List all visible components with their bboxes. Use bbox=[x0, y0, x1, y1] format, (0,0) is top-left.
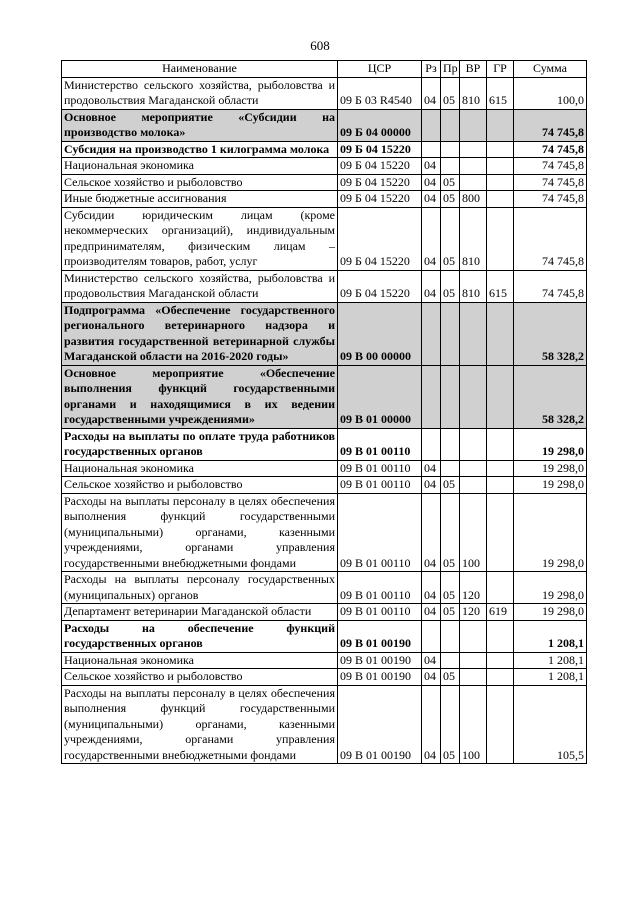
cell-rz: 04 bbox=[422, 685, 441, 764]
cell-csr: 09 В 01 00190 bbox=[338, 620, 422, 652]
cell-name: Расходы на выплаты по оплате труда работников государственных органов bbox=[62, 428, 338, 460]
cell-vr bbox=[460, 428, 487, 460]
cell-pr bbox=[441, 302, 460, 365]
cell-rz: 04 bbox=[422, 652, 441, 669]
cell-vr bbox=[460, 158, 487, 175]
cell-rz: 04 bbox=[422, 604, 441, 621]
cell-pr bbox=[441, 109, 460, 141]
cell-sum: 19 298,0 bbox=[514, 493, 587, 572]
cell-vr: 800 bbox=[460, 191, 487, 208]
table-row bbox=[62, 572, 587, 604]
table-row bbox=[62, 365, 587, 428]
header-pr: Пр bbox=[441, 61, 460, 78]
cell-sum: 74 745,8 bbox=[514, 158, 587, 175]
cell-pr: 05 bbox=[441, 207, 460, 270]
cell-gr bbox=[487, 158, 514, 175]
cell-vr: 100 bbox=[460, 493, 487, 572]
cell-rz: 04 bbox=[422, 174, 441, 191]
cell-gr bbox=[487, 685, 514, 764]
page-number: 608 bbox=[310, 38, 330, 53]
cell-pr: 05 bbox=[441, 191, 460, 208]
cell-vr bbox=[460, 477, 487, 494]
cell-gr: 615 bbox=[487, 270, 514, 302]
cell-sum: 1 208,1 bbox=[514, 669, 587, 686]
table-row bbox=[62, 109, 587, 141]
cell-vr bbox=[460, 669, 487, 686]
cell-csr: 09 В 01 00110 bbox=[338, 572, 422, 604]
cell-rz: 04 bbox=[422, 493, 441, 572]
cell-gr: 619 bbox=[487, 604, 514, 621]
cell-rz: 04 bbox=[422, 158, 441, 175]
cell-csr: 09 Б 04 15220 bbox=[338, 141, 422, 158]
cell-csr: 09 В 01 00110 bbox=[338, 604, 422, 621]
header-vr: ВР bbox=[460, 61, 487, 78]
table-row bbox=[62, 207, 587, 270]
table-row bbox=[62, 620, 587, 652]
cell-sum: 74 745,8 bbox=[514, 270, 587, 302]
header-rz: Рз bbox=[422, 61, 441, 78]
cell-csr: 09 Б 04 15220 bbox=[338, 158, 422, 175]
cell-pr: 05 bbox=[441, 270, 460, 302]
cell-vr bbox=[460, 141, 487, 158]
cell-vr bbox=[460, 460, 487, 477]
table-row bbox=[62, 158, 587, 175]
cell-sum: 19 298,0 bbox=[514, 460, 587, 477]
cell-rz: 04 bbox=[422, 477, 441, 494]
cell-csr: 09 В 01 00110 bbox=[338, 493, 422, 572]
cell-vr: 100 bbox=[460, 685, 487, 764]
cell-pr: 05 bbox=[441, 685, 460, 764]
cell-gr bbox=[487, 477, 514, 494]
cell-name: Расходы на обеспечение функций государственных органов bbox=[62, 620, 338, 652]
cell-vr: 120 bbox=[460, 604, 487, 621]
cell-pr bbox=[441, 620, 460, 652]
cell-name: Министерство сельского хозяйства, рыболовства и продовольствия Магаданской области bbox=[62, 270, 338, 302]
cell-rz bbox=[422, 620, 441, 652]
cell-pr: 05 bbox=[441, 572, 460, 604]
cell-sum: 74 745,8 bbox=[514, 191, 587, 208]
cell-pr bbox=[441, 652, 460, 669]
cell-gr bbox=[487, 141, 514, 158]
cell-name: Субсидия на производство 1 килограмма молока bbox=[62, 141, 338, 158]
table-row bbox=[62, 477, 587, 494]
cell-vr bbox=[460, 109, 487, 141]
cell-csr: 09 В 01 00190 bbox=[338, 669, 422, 686]
cell-vr bbox=[460, 652, 487, 669]
cell-vr bbox=[460, 365, 487, 428]
table-row bbox=[62, 141, 587, 158]
cell-name: Расходы на выплаты персоналу государственных (муниципальных) органов bbox=[62, 572, 338, 604]
cell-csr: 09 В 00 00000 bbox=[338, 302, 422, 365]
header-gr: ГР bbox=[487, 61, 514, 78]
cell-name: Подпрограмма «Обеспечение государственного регионального ветеринарного надзора и развития государственной ветеринарной службы Магаданской области на 2016-2020 годы» bbox=[62, 302, 338, 365]
cell-gr bbox=[487, 191, 514, 208]
table-row bbox=[62, 302, 587, 365]
cell-csr: 09 Б 04 15220 bbox=[338, 191, 422, 208]
table-row bbox=[62, 460, 587, 477]
cell-rz bbox=[422, 109, 441, 141]
cell-pr: 05 bbox=[441, 604, 460, 621]
cell-sum: 100,0 bbox=[514, 77, 587, 109]
cell-rz: 04 bbox=[422, 191, 441, 208]
cell-pr: 05 bbox=[441, 174, 460, 191]
cell-sum: 19 298,0 bbox=[514, 604, 587, 621]
cell-pr: 05 bbox=[441, 493, 460, 572]
cell-name: Субсидии юридическим лицам (кроме некоммерческих организаций), индивидуальным предпринимателям, физическим лицам – производителям товаров, работ, услуг bbox=[62, 207, 338, 270]
cell-name: Расходы на выплаты персоналу в целях обеспечения выполнения функций государственными (муниципальными) органами, казенными учреждениями, органами управления государственными внебюджетными фондами bbox=[62, 493, 338, 572]
cell-name: Министерство сельского хозяйства, рыболовства и продовольствия Магаданской области bbox=[62, 77, 338, 109]
cell-csr: 09 В 01 00110 bbox=[338, 460, 422, 477]
cell-gr bbox=[487, 669, 514, 686]
cell-csr: 09 Б 04 15220 bbox=[338, 270, 422, 302]
table-row bbox=[62, 493, 587, 572]
cell-sum: 74 745,8 bbox=[514, 207, 587, 270]
cell-gr bbox=[487, 302, 514, 365]
table-row bbox=[62, 191, 587, 208]
cell-sum: 105,5 bbox=[514, 685, 587, 764]
cell-name: Национальная экономика bbox=[62, 460, 338, 477]
cell-rz bbox=[422, 365, 441, 428]
cell-gr bbox=[487, 572, 514, 604]
table-row bbox=[62, 428, 587, 460]
cell-gr bbox=[487, 365, 514, 428]
cell-name: Национальная экономика bbox=[62, 158, 338, 175]
cell-name: Сельское хозяйство и рыболовство bbox=[62, 174, 338, 191]
cell-csr: 09 В 01 00110 bbox=[338, 428, 422, 460]
header-sum: Сумма bbox=[514, 61, 587, 78]
header-csr: ЦСР bbox=[338, 61, 422, 78]
table-row bbox=[62, 604, 587, 621]
cell-rz: 04 bbox=[422, 669, 441, 686]
cell-name: Иные бюджетные ассигнования bbox=[62, 191, 338, 208]
cell-pr: 05 bbox=[441, 477, 460, 494]
cell-name: Основное мероприятие «Обеспечение выполнения функций государственными органами и находящимися в их ведении государственными учреждениями» bbox=[62, 365, 338, 428]
cell-csr: 09 В 01 00000 bbox=[338, 365, 422, 428]
cell-csr: 09 Б 03 R4540 bbox=[338, 77, 422, 109]
table-row bbox=[62, 77, 587, 109]
cell-gr bbox=[487, 428, 514, 460]
table-header-row bbox=[62, 61, 587, 78]
cell-rz bbox=[422, 141, 441, 158]
cell-vr: 810 bbox=[460, 207, 487, 270]
cell-pr: 05 bbox=[441, 77, 460, 109]
cell-vr bbox=[460, 302, 487, 365]
cell-csr: 09 В 01 00190 bbox=[338, 652, 422, 669]
cell-name: Сельское хозяйство и рыболовство bbox=[62, 669, 338, 686]
table-row bbox=[62, 174, 587, 191]
cell-sum: 19 298,0 bbox=[514, 477, 587, 494]
cell-csr: 09 Б 04 00000 bbox=[338, 109, 422, 141]
cell-pr bbox=[441, 141, 460, 158]
cell-pr bbox=[441, 158, 460, 175]
table-row bbox=[62, 270, 587, 302]
cell-vr: 810 bbox=[460, 270, 487, 302]
cell-rz bbox=[422, 302, 441, 365]
cell-gr bbox=[487, 493, 514, 572]
cell-gr bbox=[487, 620, 514, 652]
cell-pr: 05 bbox=[441, 669, 460, 686]
cell-csr: 09 В 01 00110 bbox=[338, 477, 422, 494]
cell-rz: 04 bbox=[422, 207, 441, 270]
cell-pr bbox=[441, 460, 460, 477]
cell-name: Департамент ветеринарии Магаданской области bbox=[62, 604, 338, 621]
table-row bbox=[62, 685, 587, 764]
table-row bbox=[62, 652, 587, 669]
cell-rz: 04 bbox=[422, 270, 441, 302]
cell-sum: 19 298,0 bbox=[514, 428, 587, 460]
cell-pr bbox=[441, 365, 460, 428]
cell-gr: 615 bbox=[487, 77, 514, 109]
cell-gr bbox=[487, 174, 514, 191]
cell-vr bbox=[460, 174, 487, 191]
cell-rz: 04 bbox=[422, 77, 441, 109]
cell-gr bbox=[487, 652, 514, 669]
cell-rz bbox=[422, 428, 441, 460]
cell-rz: 04 bbox=[422, 460, 441, 477]
cell-sum: 74 745,8 bbox=[514, 109, 587, 141]
cell-sum: 1 208,1 bbox=[514, 620, 587, 652]
cell-sum: 19 298,0 bbox=[514, 572, 587, 604]
cell-gr bbox=[487, 207, 514, 270]
cell-csr: 09 Б 04 15220 bbox=[338, 207, 422, 270]
table-row bbox=[62, 669, 587, 686]
cell-pr bbox=[441, 428, 460, 460]
cell-sum: 74 745,8 bbox=[514, 174, 587, 191]
cell-gr bbox=[487, 109, 514, 141]
cell-sum: 58 328,2 bbox=[514, 365, 587, 428]
cell-name: Сельское хозяйство и рыболовство bbox=[62, 477, 338, 494]
cell-sum: 1 208,1 bbox=[514, 652, 587, 669]
cell-vr: 120 bbox=[460, 572, 487, 604]
cell-rz: 04 bbox=[422, 572, 441, 604]
cell-name: Основное мероприятие «Субсидии на производство молока» bbox=[62, 109, 338, 141]
cell-name: Расходы на выплаты персоналу в целях обеспечения выполнения функций государственными (муниципальными) органами, казенными учреждениями, органами управления государственными внебюджетными фондами bbox=[62, 685, 338, 764]
cell-sum: 58 328,2 bbox=[514, 302, 587, 365]
table-body bbox=[62, 77, 587, 764]
cell-csr: 09 В 01 00190 bbox=[338, 685, 422, 764]
cell-gr bbox=[487, 460, 514, 477]
header-name: Наименование bbox=[62, 61, 338, 78]
cell-vr bbox=[460, 620, 487, 652]
cell-csr: 09 Б 04 15220 bbox=[338, 174, 422, 191]
cell-vr: 810 bbox=[460, 77, 487, 109]
budget-table bbox=[61, 60, 587, 764]
cell-name: Национальная экономика bbox=[62, 652, 338, 669]
cell-sum: 74 745,8 bbox=[514, 141, 587, 158]
